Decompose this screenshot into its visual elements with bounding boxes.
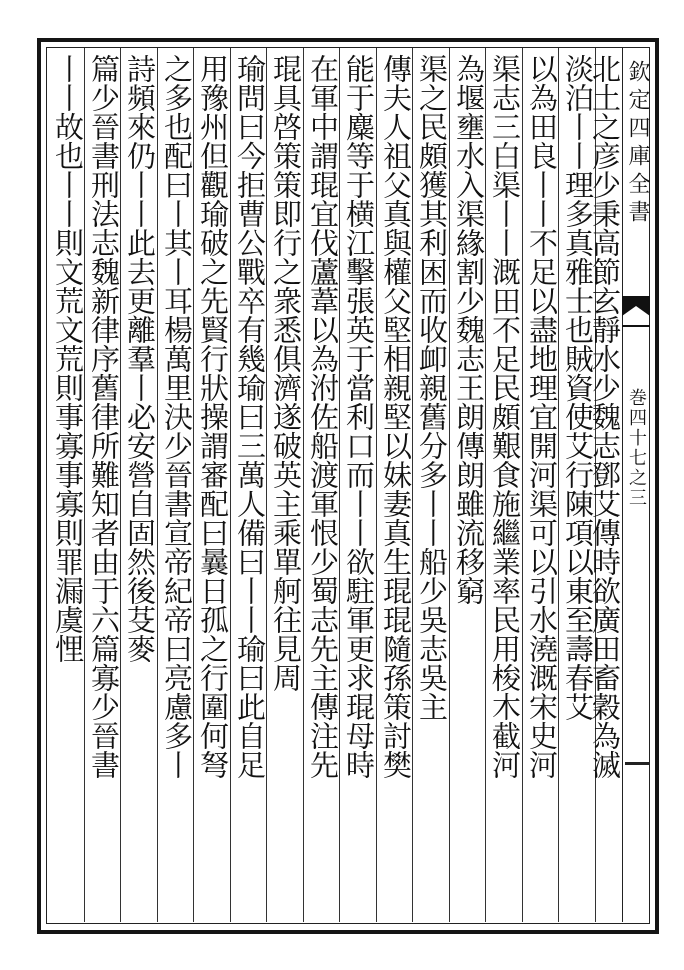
text-column-15: 篇少晉書刑法志魏新律序舊律所難知者由于六篇寡少晉書 xyxy=(87,54,121,779)
text-column-14: 詩頻來仍丨丨此去更離羣丨必安營自固然後芟麥 xyxy=(123,54,157,663)
text-column-2: 淡泊丨丨理多真雅士也賊資使艾行陳項以東至壽春艾 xyxy=(561,54,595,721)
text-column-1: 北土之彦少秉高節玄靜水少魏志鄧艾傳時欲廣田畜穀為滅 xyxy=(588,54,622,779)
text-column-12: 用豫州但觀瑜破之先賢行狀操謂審配曰曩日孤之行圍何弩 xyxy=(196,54,230,779)
text-column-11: 瑜問曰今拒曹公戰卒有幾瑜曰三萬人備曰丨丨瑜曰此自足 xyxy=(233,54,267,779)
juan-label: 巻四十七之三 xyxy=(626,388,647,508)
text-column-7: 傳夫人祖父真與權父堅相親堅以妹妻真生琨琨隨孫策討樊 xyxy=(379,54,413,779)
text-column-8: 能于麋等于横江擊張英于當利口而丨丨欲駐軍更求琨母時 xyxy=(342,54,376,779)
fishtail-mark xyxy=(622,296,650,332)
book-title: 欽定四庫全書 xyxy=(625,60,650,228)
text-column-13: 之多也配曰丨其丨耳楊萬里決少晉書宣帝紀帝曰亮慮多丨 xyxy=(160,54,194,779)
text-column-5: 為堰壅水入渠緣割少魏志王朗傳朗雖流移窮 xyxy=(452,54,486,605)
text-column-4: 渠志三白渠丨丨溉田不足民頗艱食施繼業率民用梭木截河 xyxy=(488,54,522,779)
text-column-10: 琨具啓策策即行之衆悉俱濟遂破英主乘單舸往見周 xyxy=(269,54,303,692)
text-column-3: 以為田良丨丨不足以盡地理宜開河渠可以引水澆溉宋史河 xyxy=(525,54,559,779)
text-column-16: 丨丨故也丨丨則文荒文荒則事寡事寡則罪漏虞悝 xyxy=(51,54,85,663)
text-column-6: 渠之民頗獲其利困而收卹親舊分多丨丨船少吳志吳主 xyxy=(415,54,449,721)
text-column-9: 在軍中謂琨宜伐蘆葦以為泭佐船渡軍恨少蜀志先主傳注先 xyxy=(306,54,340,779)
gutter-bar xyxy=(625,762,649,765)
